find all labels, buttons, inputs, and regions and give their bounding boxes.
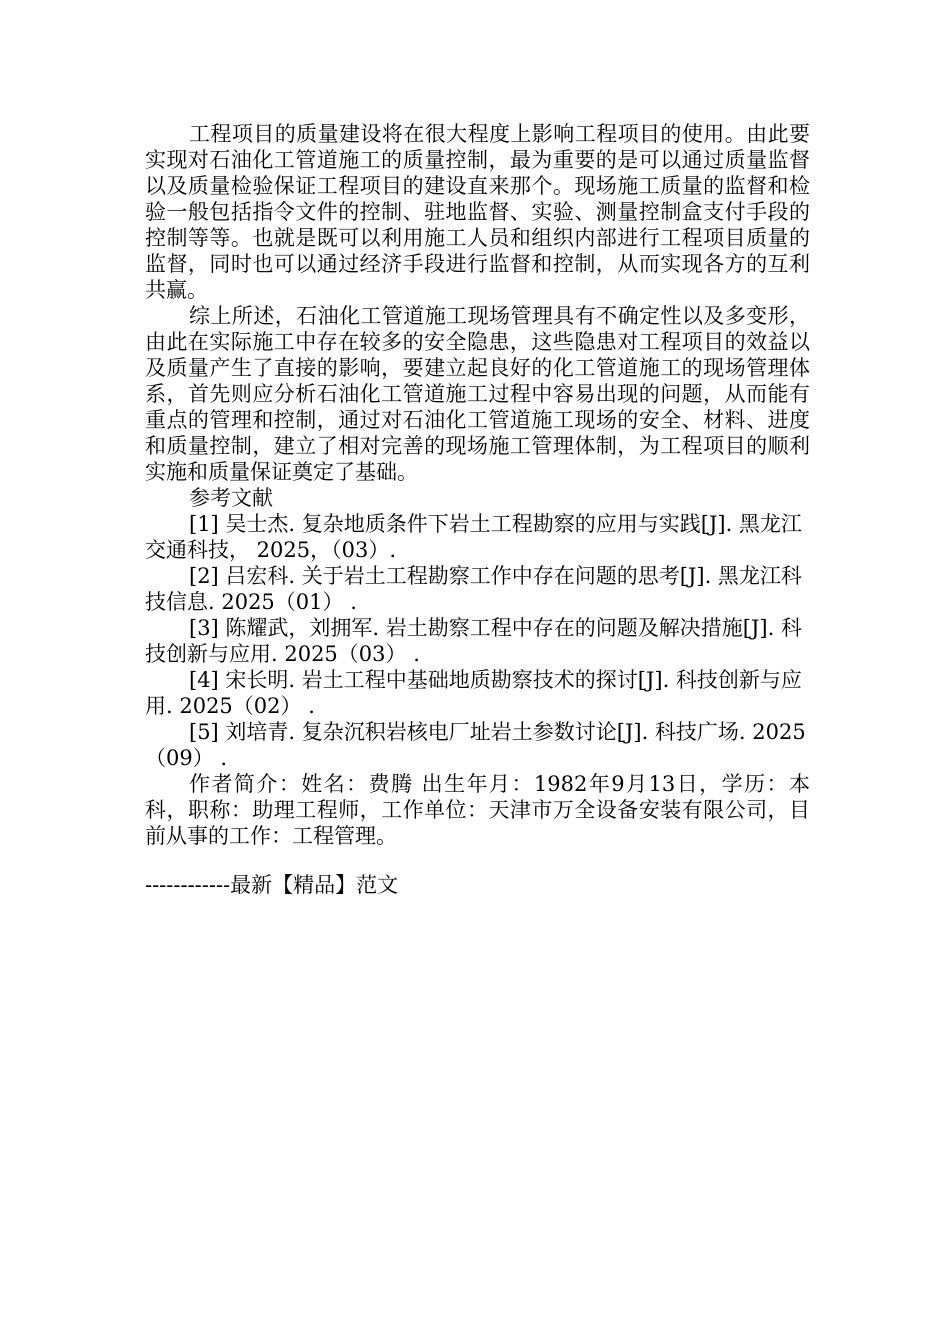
reference-item-2: [2] 吕宏科. 关于岩土工程勘察工作中存在问题的思考[J]. 黑龙江科技信息. 2025（01） .	[145, 564, 802, 614]
reference-item-3: [3] 陈耀武，刘拥军. 岩土勘察工程中存在的问题及解决措施[J]. 科技创新与应用. 2025（03） .	[145, 616, 802, 666]
document-body	[145, 121, 810, 849]
author-bio: 作者简介：姓名：费腾 出生年月：1982年9月13日，学历：本科，职称：助理工程师，工作单位：天津市万全设备安装有限公司，目前从事的工作：工程管理。	[145, 772, 810, 848]
paragraph-conclusion: 综上所述，石油化工管道施工现场管理具有不确定性以及多变形，由此在实际施工中存在较多的安全隐患，这些隐患对工程项目的效益以及质量产生了直接的影响，要建立起良好的化工管道施工的现场管理体系，首先则应分析石油化工管道施工过程中容易出现的问题，从而能有重点的管理和控制，通过对石油化工管道施工现场的安全、材料、进度和质量控制，建立了相对完善的现场施工管理体制，为工程项目的顺利实施和质量保证奠定了基础。	[145, 304, 810, 484]
reference-item-4: [4] 宋长明. 岩土工程中基础地质勘察技术的探讨[J]. 科技创新与应用. 2025（02） .	[145, 668, 802, 718]
paragraph-quality-control: 工程项目的质量建设将在很大程度上影响工程项目的使用。由此要实现对石油化工管道施工的质量控制，最为重要的是可以通过质量监督以及质量检验保证工程项目的建设直来那个。现场施工质量的监督和检验一般包括指令文件的控制、驻地监督、实验、测量控制盒支付手段的控制等等。也就是既可以利用施工人员和组织内部进行工程项目质量的监督，同时也可以通过经济手段进行监督和控制，从而实现各方的互利共赢。	[145, 122, 810, 302]
reference-item-1: [1] 吴士杰. 复杂地质条件下岩土工程勘察的应用与实践[J]. 黑龙江交通科技， 2025，（03）.	[145, 512, 802, 562]
reference-item-5: [5] 刘培青. 复杂沉积岩核电厂址岩土参数讨论[J]. 科技广场. 2025（09） .	[145, 720, 806, 770]
footer-text: ------------最新【精品】范文	[145, 873, 399, 897]
references-heading: 参考文献	[189, 486, 273, 510]
